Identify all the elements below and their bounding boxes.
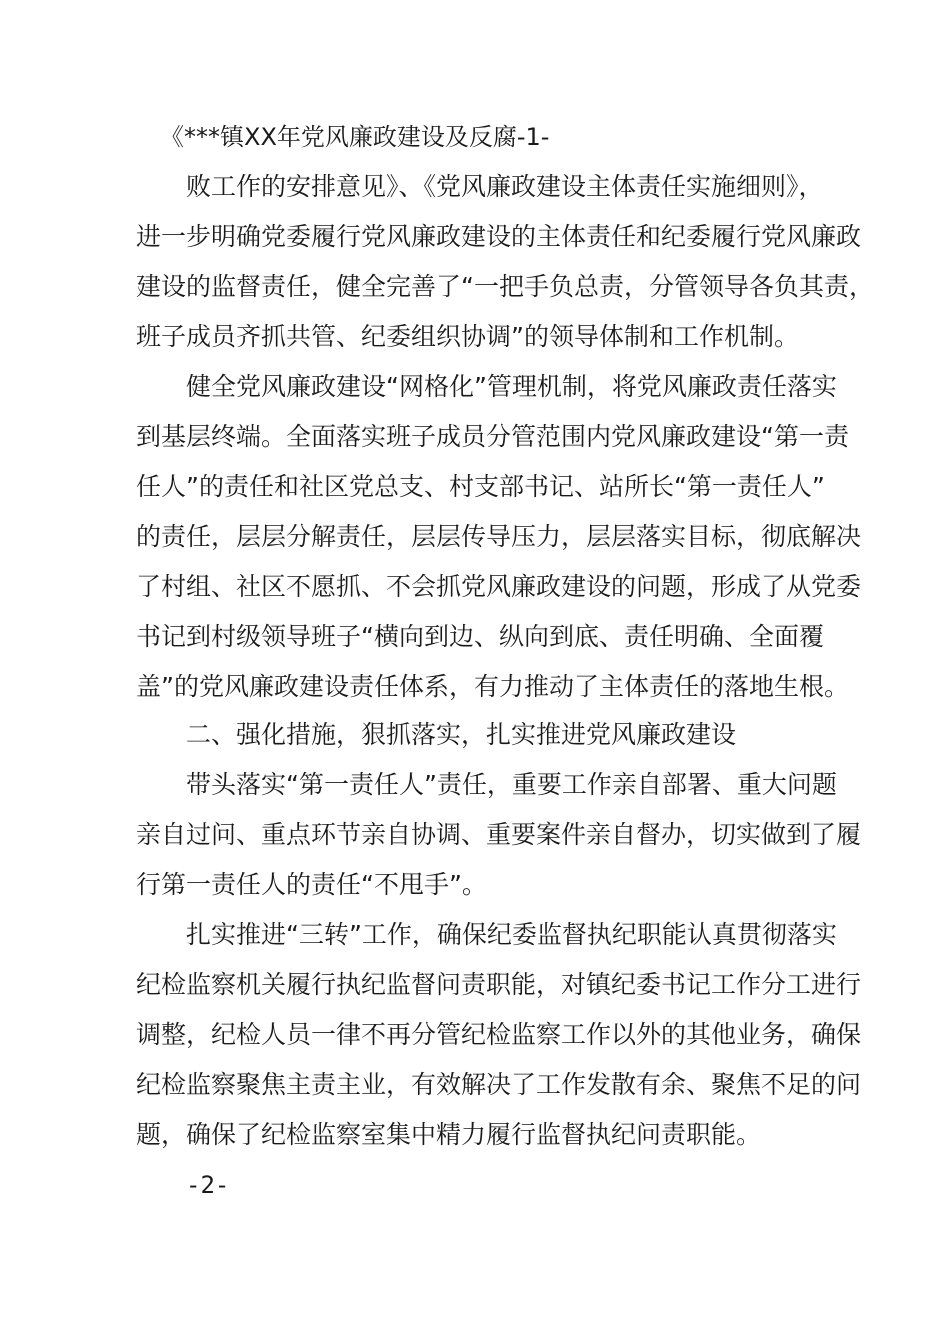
paragraph-line: 书记到村级领导班子“横向到边、纵向到底、责任明确、全面覆 xyxy=(136,622,824,651)
paragraph-line: 纪检监察聚焦主责主业，有效解决了工作发散有余、聚焦不足的问 xyxy=(136,1070,862,1099)
paragraph-line: 进一步明确党委履行党风廉政建设的主体责任和纪委履行党风廉政 xyxy=(136,222,862,251)
paragraph-line: 到基层终端。全面落实班子成员分管范围内党风廉政建设“第一责 xyxy=(136,422,849,451)
page-number: -2- xyxy=(186,1171,230,1199)
paragraph-line: 任人”的责任和社区党总支、村支部书记、站所长“第一责任人” xyxy=(136,472,825,501)
paragraph-line: 了村组、社区不愿抓、不会抓党风廉政建设的问题，形成了从党委 xyxy=(136,572,862,601)
paragraph-line: 带头落实“第一责任人”责任，重要工作亲自部署、重大问题 xyxy=(186,770,837,799)
paragraph-line: 扎实推进“三转”工作，确保纪委监督执纪职能认真贯彻落实 xyxy=(186,920,837,949)
header-line: 《***镇XX年党风廉政建设及反腐-1- xyxy=(160,123,550,151)
paragraph-line: 纪检监察机关履行执纪监督问责职能，对镇纪委书记工作分工进行 xyxy=(136,970,862,999)
paragraph-line: 败工作的安排意见》、《党风廉政建设主体责任实施细则》， xyxy=(186,172,824,201)
paragraph-line: 亲自过问、重点环节亲自协调、重要案件亲自督办，切实做到了履 xyxy=(136,820,862,849)
paragraph-line: 盖”的党风廉政建设责任体系，有力推动了主体责任的落地生根。 xyxy=(136,672,849,701)
paragraph-line: 建设的监督责任，健全完善了“一把手负总责，分管领导各负其责， xyxy=(136,272,874,301)
paragraph-line: 班子成员齐抓共管、纪委组织协调”的领导体制和工作机制。 xyxy=(136,322,799,351)
paragraph-line: 题，确保了纪检监察室集中精力履行监督执纪问责职能。 xyxy=(136,1120,762,1149)
section-heading-text: 二、强化措施，狠抓落实，扎实推进党风廉政建设 xyxy=(186,720,737,749)
paragraph-line: 行第一责任人的责任“不甩手”。 xyxy=(136,870,487,899)
paragraph-line: 调整，纪检人员一律不再分管纪检监察工作以外的其他业务，确保 xyxy=(136,1020,862,1049)
paragraph-line: 的责任，层层分解责任，层层传导压力，层层落实目标，彻底解决 xyxy=(136,522,862,551)
paragraph-line: 健全党风廉政建设“网格化”管理机制，将党风廉政责任落实 xyxy=(186,372,837,401)
